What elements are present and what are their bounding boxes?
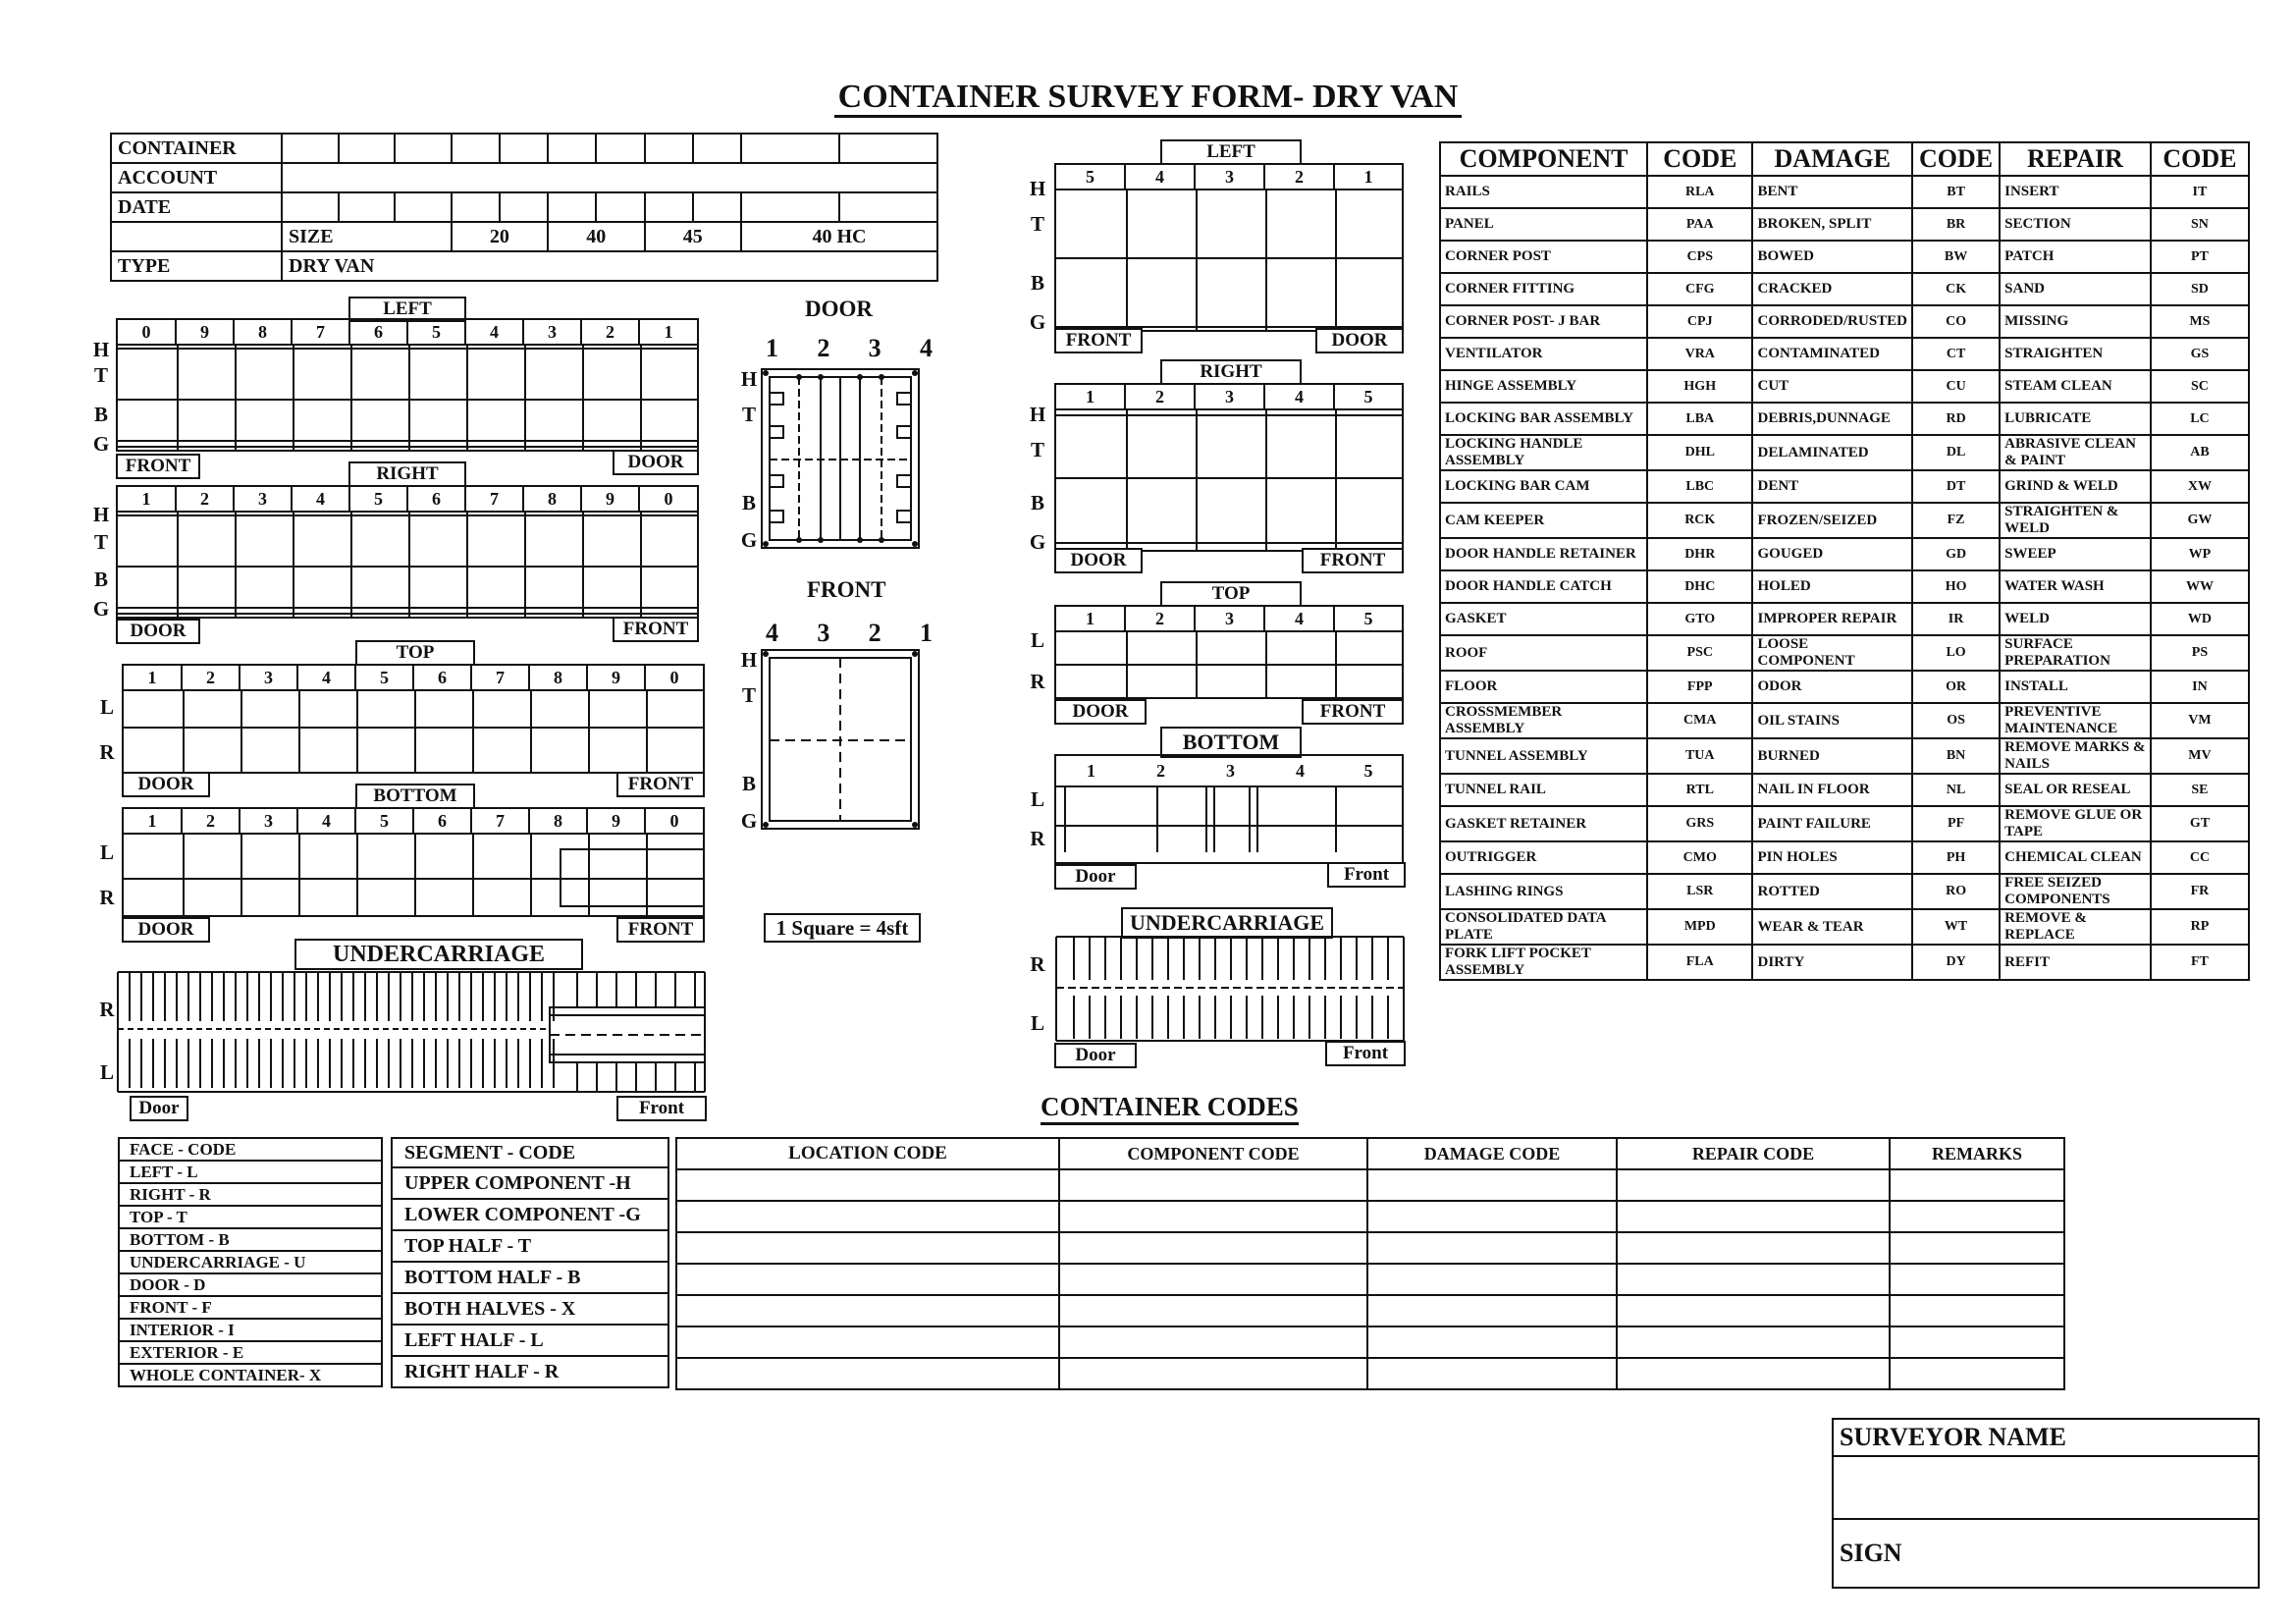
- segment-code: SEGMENT - CODE: [392, 1138, 668, 1167]
- entry-cell[interactable]: [676, 1358, 1059, 1389]
- component: FORK LIFT POCKET ASSEMBLY: [1440, 945, 1647, 980]
- entry-cell[interactable]: [1059, 1326, 1367, 1358]
- component: GASKET: [1440, 603, 1647, 635]
- segment-code: LOWER COMPONENT -G: [392, 1199, 668, 1230]
- damage: NAIL IN FLOOR: [1752, 774, 1912, 806]
- undercarriage-20-diagram[interactable]: [1054, 935, 1406, 1043]
- entry-cell[interactable]: [1367, 1201, 1617, 1232]
- damage: IMPROPER REPAIR: [1752, 603, 1912, 635]
- damage-code: CT: [1912, 338, 2000, 370]
- component-code: RTL: [1647, 774, 1752, 806]
- component-code: RLA: [1647, 176, 1752, 208]
- repair: FREE SEIZED COMPONENTS: [2000, 874, 2151, 909]
- damage: WEAR & TEAR: [1752, 909, 1912, 945]
- face-code: BOTTOM - B: [119, 1228, 382, 1251]
- component-code: TUA: [1647, 738, 1752, 774]
- entry-cell[interactable]: [1890, 1295, 2064, 1326]
- left20-grid[interactable]: 5 4 3 2 1: [1054, 163, 1404, 332]
- component: HINGE ASSEMBLY: [1440, 370, 1647, 403]
- segment-code: TOP HALF - T: [392, 1230, 668, 1262]
- entry-cell[interactable]: [1617, 1201, 1890, 1232]
- door-end-diagram[interactable]: [760, 367, 921, 550]
- component-code: RCK: [1647, 503, 1752, 538]
- undercarriage20-title: UNDERCARRIAGE: [1121, 907, 1333, 939]
- repair: REMOVE MARKS & NAILS: [2000, 738, 2151, 774]
- repair: STRAIGHTEN & WELD: [2000, 503, 2151, 538]
- code-row: [1440, 603, 2249, 635]
- damage: CONTAMINATED: [1752, 338, 1912, 370]
- damage-code: RO: [1912, 874, 2000, 909]
- component: ROOF: [1440, 635, 1647, 671]
- segment-code: RIGHT HALF - R: [392, 1356, 668, 1387]
- component: TUNNEL ASSEMBLY: [1440, 738, 1647, 774]
- entry-cell[interactable]: [1367, 1169, 1617, 1201]
- component: CAM KEEPER: [1440, 503, 1647, 538]
- entry-cell[interactable]: [1367, 1264, 1617, 1295]
- repair: SECTION: [2000, 208, 2151, 241]
- component-code: DHC: [1647, 570, 1752, 603]
- entry-row: [676, 1232, 2064, 1264]
- damage: ROTTED: [1752, 874, 1912, 909]
- undercarriage-title: UNDERCARRIAGE: [294, 939, 583, 970]
- face-code-table: [118, 1137, 383, 1387]
- damage-code: GD: [1912, 538, 2000, 570]
- code-row: [1440, 403, 2249, 435]
- component-code: LSR: [1647, 874, 1752, 909]
- entry-cell[interactable]: [1617, 1295, 1890, 1326]
- front-tag: FRONT: [116, 454, 200, 479]
- entry-cell[interactable]: [676, 1264, 1059, 1295]
- entry-row: [676, 1295, 2064, 1326]
- damage: DEBRIS,DUNNAGE: [1752, 403, 1912, 435]
- code-row: [1440, 338, 2249, 370]
- bottom20-grid[interactable]: 1 2 3 4 5: [1054, 754, 1404, 864]
- component-code: MPD: [1647, 909, 1752, 945]
- repair-code: MS: [2151, 305, 2249, 338]
- component: LASHING RINGS: [1440, 874, 1647, 909]
- damage: DELAMINATED: [1752, 435, 1912, 470]
- damage-code: CK: [1912, 273, 2000, 305]
- segment-code: UPPER COMPONENT -H: [392, 1167, 668, 1199]
- component: GASKET RETAINER: [1440, 806, 1647, 841]
- damage: BURNED: [1752, 738, 1912, 774]
- component: DOOR HANDLE CATCH: [1440, 570, 1647, 603]
- component-code: FPP: [1647, 671, 1752, 703]
- code-row: [1440, 503, 2249, 538]
- damage: PIN HOLES: [1752, 841, 1912, 874]
- damage-code: NL: [1912, 774, 2000, 806]
- component: LOCKING HANDLE ASSEMBLY: [1440, 435, 1647, 470]
- damage: DENT: [1752, 470, 1912, 503]
- repair: SURFACE PREPARATION: [2000, 635, 2151, 671]
- repair: INSERT: [2000, 176, 2151, 208]
- damage: CORRODED/RUSTED: [1752, 305, 1912, 338]
- repair-code: FT: [2151, 945, 2249, 980]
- repair-code: IN: [2151, 671, 2249, 703]
- component-code: CMO: [1647, 841, 1752, 874]
- sign-field[interactable]: SIGN: [1833, 1519, 2259, 1588]
- component-code: DHL: [1647, 435, 1752, 470]
- right20-title: RIGHT: [1160, 359, 1302, 385]
- entry-cell[interactable]: [1059, 1295, 1367, 1326]
- face-code: WHOLE CONTAINER- X: [119, 1364, 382, 1386]
- top-view-grid[interactable]: 1 2 3 4 5 6 7 8 9 0: [122, 664, 705, 774]
- damage: DIRTY: [1752, 945, 1912, 980]
- code-row: [1440, 635, 2249, 671]
- component-code: CPS: [1647, 241, 1752, 273]
- top20-title: TOP: [1160, 581, 1302, 607]
- component: CONSOLIDATED DATA PLATE: [1440, 909, 1647, 945]
- entry-cell[interactable]: [1617, 1169, 1890, 1201]
- repair-code: SN: [2151, 208, 2249, 241]
- code-row: [1440, 841, 2249, 874]
- size-45[interactable]: 45: [645, 222, 741, 251]
- damage-code: CU: [1912, 370, 2000, 403]
- bottom-view-title: BOTTOM: [355, 784, 475, 809]
- entry-row: [676, 1264, 2064, 1295]
- repair: WELD: [2000, 603, 2151, 635]
- entry-cell[interactable]: [1367, 1358, 1617, 1389]
- bottom-view-grid[interactable]: 1 2 3 4 5 6 7 8 9 0: [122, 807, 705, 917]
- face-code: EXTERIOR - E: [119, 1341, 382, 1364]
- top-view-title: TOP: [355, 640, 475, 666]
- damage-code: DL: [1912, 435, 2000, 470]
- entry-cell[interactable]: [1617, 1326, 1890, 1358]
- damage-code: DT: [1912, 470, 2000, 503]
- date-label: DATE: [111, 192, 282, 222]
- repair: SWEEP: [2000, 538, 2151, 570]
- damage: FROZEN/SEIZED: [1752, 503, 1912, 538]
- damage: BROKEN, SPLIT: [1752, 208, 1912, 241]
- type-value: DRY VAN: [282, 251, 937, 281]
- right20-grid[interactable]: 1 2 3 4 5: [1054, 383, 1404, 552]
- undercarriage-40-diagram[interactable]: [116, 970, 707, 1094]
- repair: LUBRICATE: [2000, 403, 2151, 435]
- component-code: DHR: [1647, 538, 1752, 570]
- repair: REMOVE GLUE OR TAPE: [2000, 806, 2151, 841]
- account-field[interactable]: [282, 163, 937, 192]
- code-row: [1440, 671, 2249, 703]
- component-code: FLA: [1647, 945, 1752, 980]
- code-row: [1440, 370, 2249, 403]
- component-code: CMA: [1647, 703, 1752, 738]
- left20-title: LEFT: [1160, 139, 1302, 165]
- damage-code: CO: [1912, 305, 2000, 338]
- code-row: [1440, 774, 2249, 806]
- repair-code: WP: [2151, 538, 2249, 570]
- surveyor-name-label: SURVEYOR NAME: [1833, 1419, 2259, 1456]
- door-view-title: DOOR: [805, 297, 873, 321]
- entry-cell[interactable]: [676, 1201, 1059, 1232]
- segment-code: BOTTOM HALF - B: [392, 1262, 668, 1293]
- repair-code: RP: [2151, 909, 2249, 945]
- repair: REMOVE & REPLACE: [2000, 909, 2151, 945]
- damage-code: WT: [1912, 909, 2000, 945]
- entry-cell[interactable]: [1059, 1232, 1367, 1264]
- surveyor-table: [1832, 1418, 2260, 1589]
- container-codes-title: CONTAINER CODES: [1041, 1092, 1299, 1125]
- right-view-title: RIGHT: [348, 461, 466, 487]
- component: DOOR HANDLE RETAINER: [1440, 538, 1647, 570]
- face-code: FRONT - F: [119, 1296, 382, 1319]
- surveyor-name-field[interactable]: [1833, 1456, 2259, 1519]
- component: OUTRIGGER: [1440, 841, 1647, 874]
- entry-cell[interactable]: [676, 1326, 1059, 1358]
- segment-code: BOTH HALVES - X: [392, 1293, 668, 1325]
- entry-cell[interactable]: [1890, 1169, 2064, 1201]
- front-end-diagram[interactable]: [760, 648, 921, 831]
- code-row: [1440, 570, 2249, 603]
- header-table: [110, 133, 938, 282]
- repair-code: LC: [2151, 403, 2249, 435]
- component-code: LBC: [1647, 470, 1752, 503]
- location-entry-table: LOCATION CODE COMPONENT CODE DAMAGE CODE REPAIR CODE REMARKS: [675, 1137, 2065, 1390]
- segment-code: LEFT HALF - L: [392, 1325, 668, 1356]
- component-code: HGH: [1647, 370, 1752, 403]
- damage: CUT: [1752, 370, 1912, 403]
- size-40hc[interactable]: 40 HC: [741, 222, 937, 251]
- left-view-title: LEFT: [348, 297, 466, 322]
- damage-code: DY: [1912, 945, 2000, 980]
- entry-cell[interactable]: [1890, 1326, 2064, 1358]
- segment-code-table: [391, 1137, 669, 1388]
- code-table: COMPONENT CODE DAMAGE CODE REPAIR CODE RAILS RLA BENT BT INSERT IT PANEL PAA BROKEN, SPLIT BR SECTION SN CORNER POST CPS BOWED BW PATCH PT CORNER FITTING CFG CRACKED CK SAND SD CORNER POST- J BAR CPJ CORRODED/RUSTED CO MISSING MS VENTILATOR VRA CONTAMINATED CT STRAIGHTEN GS HINGE ASSEMBLY HGH CUT CU STEAM CLEAN SC LOCKING BAR ASSEMBLY LBA DEBRIS,DUNNAGE RD LUBRICATE LC LOCKING HANDLE ASSEMBLY DHL DELAMINATED DL ABRASIVE CLEAN & PAINT AB LOCKING BAR CAM LBC DENT DT GRIND & WELD XW CAM KEEPER RCK FROZEN/SEIZED FZ STRAIGHTEN & WELD GW DOOR HANDLE RETAINER DHR GOUGED GD SWEEP WP DOOR HANDLE CATCH DHC HOLED HO WATER WASH WW GASKET GTO IMPROPER REPAIR IR WELD WD ROOF PSC LOOSE COMPONENT LO SURFACE PREPARATION PS FLOOR FPP ODOR OR INSTALL IN CROSSMEMBER ASSEMBLY CMA OIL STAINS OS PREVENTIVE MAINTENANCE VM TUNNEL ASSEMBLY TUA BURNED BN REMOVE MARKS & NAILS MV TUNNEL RAIL RTL NAIL IN FLOOR NL SEAL OR RESEAL SE GASKET RETAINER GRS PAINT FAILURE PF REMOVE GLUE OR TAPE GT OUTRIGGER CMO PIN HOLES PH CHEMICAL CLEAN CC LASHING RINGS LSR ROTTED RO FREE SEIZED COMPONENTS FR CONSOLIDATED DATA PLATE MPD WEAR & TEAR WT REMOVE & REPLACE RP FORK LIFT POCKET ASSEMBLY FLA DIRTY DY REFIT FT: [1439, 141, 2250, 981]
- damage-code: IR: [1912, 603, 2000, 635]
- repair: INSTALL: [2000, 671, 2151, 703]
- damage-code: OR: [1912, 671, 2000, 703]
- repair-code: GS: [2151, 338, 2249, 370]
- damage: CRACKED: [1752, 273, 1912, 305]
- code-row: [1440, 208, 2249, 241]
- face-code: INTERIOR - I: [119, 1319, 382, 1341]
- damage-code: BN: [1912, 738, 2000, 774]
- entry-cell[interactable]: [1617, 1232, 1890, 1264]
- damage-code: BT: [1912, 176, 2000, 208]
- repair-code: FR: [2151, 874, 2249, 909]
- component: CROSSMEMBER ASSEMBLY: [1440, 703, 1647, 738]
- repair: REFIT: [2000, 945, 2151, 980]
- face-code: DOOR - D: [119, 1273, 382, 1296]
- code-row: [1440, 273, 2249, 305]
- repair: CHEMICAL CLEAN: [2000, 841, 2151, 874]
- component-code: GRS: [1647, 806, 1752, 841]
- code-row: [1440, 538, 2249, 570]
- repair: ABRASIVE CLEAN & PAINT: [2000, 435, 2151, 470]
- code-row: [1440, 435, 2249, 470]
- repair-code: WD: [2151, 603, 2249, 635]
- component: LOCKING BAR ASSEMBLY: [1440, 403, 1647, 435]
- bottom20-title: BOTTOM: [1160, 727, 1302, 758]
- code-row: [1440, 909, 2249, 945]
- component-code: PAA: [1647, 208, 1752, 241]
- repair-code: PT: [2151, 241, 2249, 273]
- code-row: [1440, 703, 2249, 738]
- entry-row: [676, 1326, 2064, 1358]
- damage-code: OS: [1912, 703, 2000, 738]
- damage: LOOSE COMPONENT: [1752, 635, 1912, 671]
- repair-code: WW: [2151, 570, 2249, 603]
- container-label: CONTAINER: [111, 134, 282, 163]
- code-row: [1440, 945, 2249, 980]
- code-row: [1440, 470, 2249, 503]
- entry-row: [676, 1358, 2064, 1389]
- entry-cell[interactable]: [1890, 1232, 2064, 1264]
- repair: STRAIGHTEN: [2000, 338, 2151, 370]
- repair-code: SC: [2151, 370, 2249, 403]
- component-code: CFG: [1647, 273, 1752, 305]
- repair-code: PS: [2151, 635, 2249, 671]
- component: PANEL: [1440, 208, 1647, 241]
- repair: WATER WASH: [2000, 570, 2151, 603]
- entry-cell[interactable]: [676, 1169, 1059, 1201]
- damage-code: PH: [1912, 841, 2000, 874]
- component: CORNER POST: [1440, 241, 1647, 273]
- face-code: RIGHT - R: [119, 1183, 382, 1206]
- damage: ODOR: [1752, 671, 1912, 703]
- entry-row: [676, 1169, 2064, 1201]
- face-code: FACE - CODE: [119, 1138, 382, 1161]
- component: TUNNEL RAIL: [1440, 774, 1647, 806]
- entry-cell[interactable]: [1059, 1201, 1367, 1232]
- entry-cell[interactable]: [1890, 1264, 2064, 1295]
- component: RAILS: [1440, 176, 1647, 208]
- component: LOCKING BAR CAM: [1440, 470, 1647, 503]
- door-nums: 1 2 3 4: [766, 334, 933, 362]
- damage: HOLED: [1752, 570, 1912, 603]
- damage: BOWED: [1752, 241, 1912, 273]
- code-row: [1440, 305, 2249, 338]
- repair-code: AB: [2151, 435, 2249, 470]
- damage-code: LO: [1912, 635, 2000, 671]
- face-code: TOP - T: [119, 1206, 382, 1228]
- component-code: VRA: [1647, 338, 1752, 370]
- type-label: TYPE: [111, 251, 282, 281]
- entry-cell[interactable]: [1367, 1232, 1617, 1264]
- entry-cell[interactable]: [1890, 1201, 2064, 1232]
- entry-cell[interactable]: [1059, 1264, 1367, 1295]
- entry-cell[interactable]: [676, 1232, 1059, 1264]
- repair: MISSING: [2000, 305, 2151, 338]
- repair-code: MV: [2151, 738, 2249, 774]
- size-40[interactable]: 40: [548, 222, 644, 251]
- component: CORNER FITTING: [1440, 273, 1647, 305]
- component: CORNER POST- J BAR: [1440, 305, 1647, 338]
- repair-code: GT: [2151, 806, 2249, 841]
- face-code: LEFT - L: [119, 1161, 382, 1183]
- left-view-grid[interactable]: 0 9 8 7 6 5 4 3 2 1: [116, 318, 699, 452]
- component-code: LBA: [1647, 403, 1752, 435]
- repair: STEAM CLEAN: [2000, 370, 2151, 403]
- entry-cell[interactable]: [1059, 1358, 1367, 1389]
- entry-cell[interactable]: [676, 1295, 1059, 1326]
- component: VENTILATOR: [1440, 338, 1647, 370]
- code-row: [1440, 806, 2249, 841]
- component: FLOOR: [1440, 671, 1647, 703]
- scale-note: 1 Square = 4sft: [764, 913, 921, 943]
- size-label: SIZE: [282, 222, 452, 251]
- repair-code: IT: [2151, 176, 2249, 208]
- repair-code: SE: [2151, 774, 2249, 806]
- repair-code: SD: [2151, 273, 2249, 305]
- repair-code: XW: [2151, 470, 2249, 503]
- component-code: CPJ: [1647, 305, 1752, 338]
- damage-code: FZ: [1912, 503, 2000, 538]
- face-code: UNDERCARRIAGE - U: [119, 1251, 382, 1273]
- damage: BENT: [1752, 176, 1912, 208]
- front-nums: 4 3 2 1: [766, 619, 933, 647]
- repair-code: VM: [2151, 703, 2249, 738]
- entry-cell[interactable]: [1059, 1169, 1367, 1201]
- damage-code: PF: [1912, 806, 2000, 841]
- code-row: [1440, 176, 2249, 208]
- account-label: ACCOUNT: [111, 163, 282, 192]
- code-row: [1440, 874, 2249, 909]
- entry-cell[interactable]: [1617, 1264, 1890, 1295]
- damage: OIL STAINS: [1752, 703, 1912, 738]
- repair: SEAL OR RESEAL: [2000, 774, 2151, 806]
- code-row: [1440, 738, 2249, 774]
- damage-code: HO: [1912, 570, 2000, 603]
- repair: GRIND & WELD: [2000, 470, 2151, 503]
- entry-cell[interactable]: [1617, 1358, 1890, 1389]
- form-title: CONTAINER SURVEY FORM- DRY VAN: [0, 79, 2296, 116]
- door-tag: DOOR: [613, 450, 699, 475]
- repair: SAND: [2000, 273, 2151, 305]
- entry-cell[interactable]: [1890, 1358, 2064, 1389]
- damage-code: RD: [1912, 403, 2000, 435]
- entry-row: [676, 1201, 2064, 1232]
- entry-cell[interactable]: [1367, 1295, 1617, 1326]
- component-code: GTO: [1647, 603, 1752, 635]
- component-code: PSC: [1647, 635, 1752, 671]
- damage-code: BR: [1912, 208, 2000, 241]
- repair: PATCH: [2000, 241, 2151, 273]
- entry-cell[interactable]: [1367, 1326, 1617, 1358]
- damage-code: BW: [1912, 241, 2000, 273]
- damage: PAINT FAILURE: [1752, 806, 1912, 841]
- container-box[interactable]: [282, 134, 339, 163]
- right-view-grid[interactable]: 1 2 3 4 5 6 7 8 9 0: [116, 485, 699, 619]
- damage: GOUGED: [1752, 538, 1912, 570]
- front-view-title: FRONT: [807, 577, 886, 602]
- size-20[interactable]: 20: [452, 222, 548, 251]
- repair: PREVENTIVE MAINTENANCE: [2000, 703, 2151, 738]
- repair-code: GW: [2151, 503, 2249, 538]
- repair-code: CC: [2151, 841, 2249, 874]
- code-row: [1440, 241, 2249, 273]
- top20-grid[interactable]: 1 2 3 4 5: [1054, 605, 1404, 699]
